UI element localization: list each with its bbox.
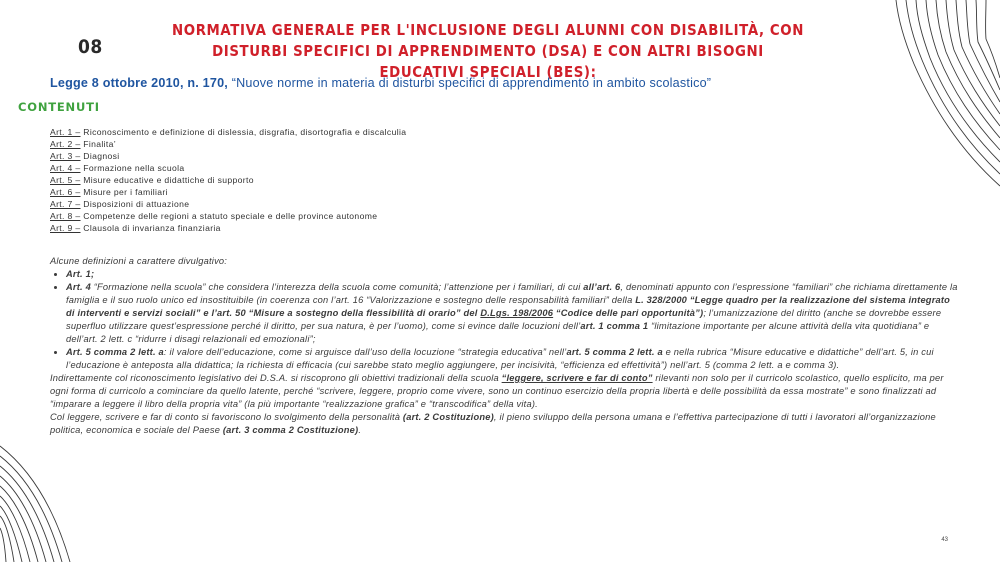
list-item (66, 281, 960, 346)
article-text: Competenze delle regioni a statuto speciale e delle province autonome (83, 211, 378, 221)
article-ref: Art. 4 (66, 282, 91, 292)
section-heading: CONTENUTI (18, 100, 100, 114)
article-text: Finalita’ (83, 139, 117, 149)
corner-line-pattern-bottom-left (0, 442, 110, 562)
law-ref: D.Lgs. 198/2006 (480, 308, 554, 318)
text-fragment: . (358, 425, 362, 435)
article-text: Formazione nella scuola (83, 163, 185, 173)
list-item (50, 198, 406, 210)
constitution-ref: (art. 3 comma 2 Costituzione) (222, 425, 359, 435)
law-ref: L. 328/2000 “Legge quadro per la realizzazione del sistema integrato di interventi e servizi sociali” e l’art. 50 “Misure a sostegno della flessibilità di orario” del (66, 295, 951, 318)
article-label: Art. 7 – (50, 199, 81, 209)
article-text: Clausola di invarianza finanziaria (83, 223, 221, 233)
article-text: Riconoscimento e definizione di dislessia, disgrafia, disortografia e discalculia (83, 127, 407, 137)
list-item (50, 174, 406, 186)
text-fragment: , denominati appunto con l’espressione “familiari” che richiama direttamente la famiglia e il suo ruolo unico ed insostituibile (in coerenza con l’art. 16 “Valorizzazione e sostegno delle responsabilità familiari” della (66, 282, 958, 305)
corner-line-pattern-top-right (850, 0, 1000, 190)
article-label: Art. 8 – (50, 211, 81, 221)
text-fragment: Indirettamente col riconoscimento legislativo dei D.S.A. si riscoprono gli obiettivi tradizionali della scuola (50, 373, 502, 383)
list-item (66, 346, 960, 372)
list-item (50, 162, 406, 174)
constitution-ref: (art. 2 Costituzione) (402, 412, 494, 422)
text-fragment: : il valore dell’educazione, come si arguisce dall’uso della locuzione “strategia educativa” nell’ (163, 347, 567, 357)
text-fragment: rilevanti non solo per il curricolo scolastico, quello esplicito, ma per ogni forma di curricolo a cominciare da quello latente, perché “scrivere, leggere, proprio come vivere, sono un continuo esercizio della propria libertà e delle possibilità da essa mostrate” e sono finalizzati ad “imparare a leggere il libro della propria vita” (la più importante “realizzazione grafica” e “transcodifica” della vita). (50, 373, 944, 409)
article-label: Art. 3 – (50, 151, 81, 161)
article-ref: Art. 1; (66, 269, 95, 279)
list-item (50, 210, 406, 222)
article-label: Art. 2 – (50, 139, 81, 149)
article-text: Disposizioni di attuazione (83, 199, 190, 209)
list-item (50, 126, 406, 138)
quote-ref: “leggere, scrivere e far di conto” (501, 373, 653, 383)
text-fragment: , il pieno sviluppo della persona umana e l’effettiva partecipazione di tutti i lavoratori all’organizzazione politica, economica e sociale del Paese (50, 412, 936, 435)
slide-number: 08 (78, 36, 103, 58)
text-fragment: “Formazione nella scuola” che considera l’interezza della scuola come comunità; l’attenzione per i familiari, di cui (90, 282, 584, 292)
law-name: “Nuove norme in materia di disturbi specifici di apprendimento in ambito scolastico” (231, 76, 712, 90)
text-fragment: Col leggere, scrivere e far di conto si favoriscono lo svolgimento della personalità (50, 412, 403, 422)
list-item (50, 150, 406, 162)
article-label: Art. 9 – (50, 223, 81, 233)
text-fragment: “limitazione importante per alcune attività della vita quotidiana” e dell’art. 2 lett. c “ridurre i disagi relazionali ed emozionali”; (66, 321, 930, 344)
list-item (66, 268, 960, 281)
article-list (50, 126, 406, 234)
text-fragment: ; l’umanizzazione del diritto (anche se dovrebbe essere superfluo utilizzare quest’espressione perché il diritto, per sua natura, è per l’uomo), come si evince dalle locuzioni dell’ (66, 308, 942, 331)
list-item (50, 186, 406, 198)
list-item (50, 138, 406, 150)
article-label: Art. 6 – (50, 187, 81, 197)
article-label: Art. 5 – (50, 175, 81, 185)
article-ref: all’art. 6 (583, 282, 621, 292)
article-label: Art. 1 – (50, 127, 81, 137)
article-text: Misure educative e didattiche di supporto (83, 175, 254, 185)
definitions-section (50, 255, 960, 437)
page-number: 43 (941, 537, 948, 543)
article-ref: art. 5 comma 2 lett. a (566, 347, 663, 357)
article-ref: Art. 5 comma 2 lett. a (66, 347, 164, 357)
paragraph (50, 411, 960, 437)
law-reference-line (50, 76, 950, 90)
page-title: NORMATIVA GENERALE PER L'INCLUSIONE DEGLI ALUNNI CON DISABILITÀ, CON DISTURBI SPECIFICI DI APPRENDIMENTO (DSA) E CON ALTRI BISOGNI EDUCATIVI SPECIALI (BES): (172, 21, 804, 81)
law-ref: “Codice delle pari opportunità”) (553, 308, 704, 318)
article-ref: art. 1 comma 1 (580, 321, 649, 331)
article-text: Misure per i familiari (83, 187, 168, 197)
paragraph (50, 372, 960, 411)
article-text: Diagnosi (83, 151, 120, 161)
article-label: Art. 4 – (50, 163, 81, 173)
text-fragment: e nella rubrica “Misure educative e didattiche” dell’art. 5, in cui l’educazione è anteposta alla didattica; la richiesta di efficacia (cui sarebbe stato meglio aggiungere, per incisività, “efficienza ed effettività”) nell’art. 5 (comma 2 lett. a e comma 3). (66, 347, 934, 370)
definitions-intro: Alcune definizioni a carattere divulgativo: (50, 256, 228, 266)
list-item (50, 222, 406, 234)
definitions-list (50, 268, 960, 372)
law-reference: Legge 8 ottobre 2010, n. 170, (50, 76, 228, 90)
